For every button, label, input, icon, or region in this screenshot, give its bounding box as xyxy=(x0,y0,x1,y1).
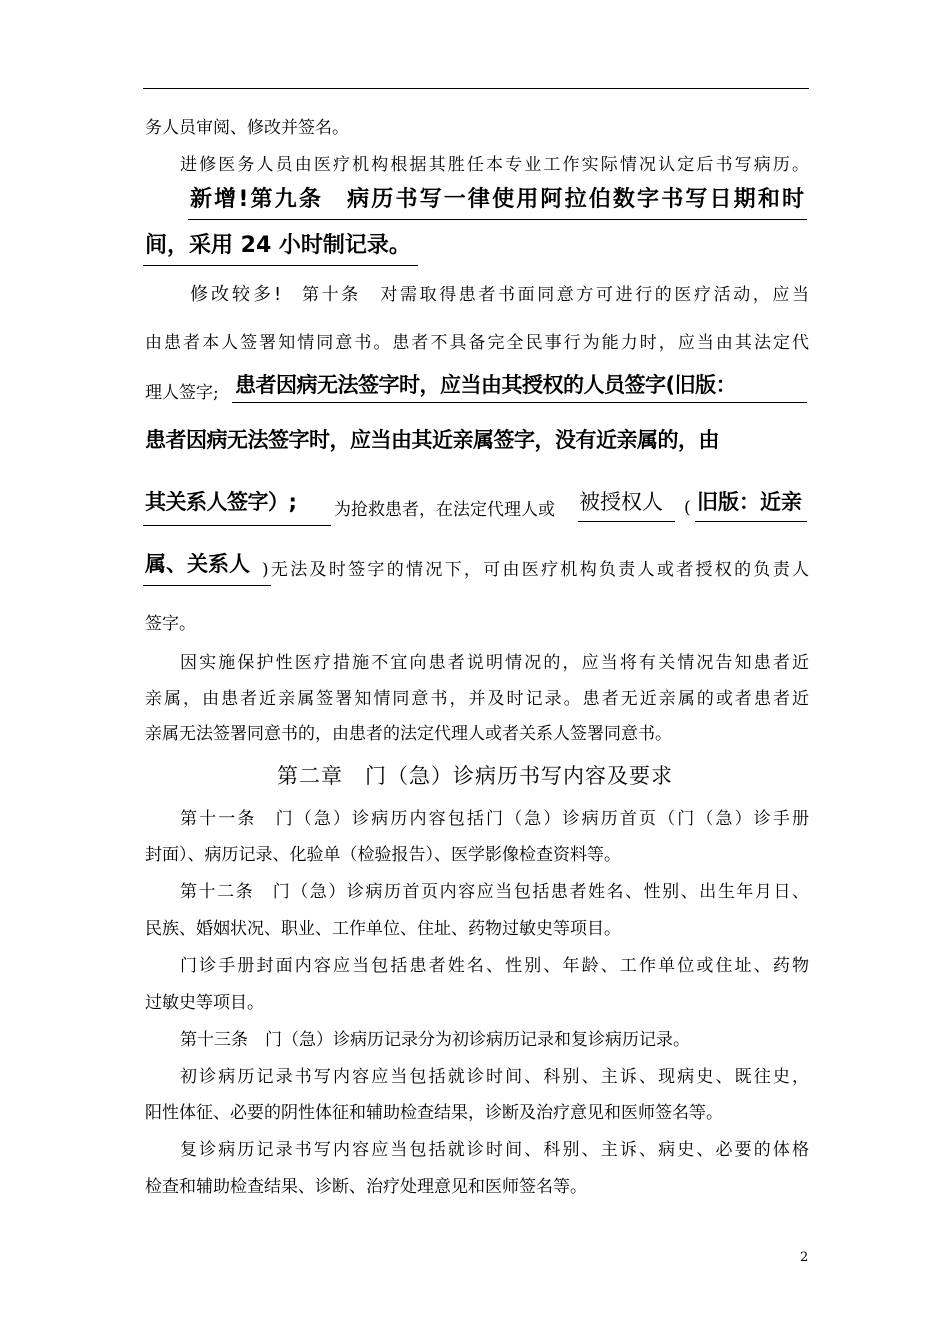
revised-text: 患者因病无法签字时，应当由其授权的人员签字(旧版： xyxy=(235,373,737,397)
chapter-heading: 第二章 门（急）诊病历书写内容及要求 xyxy=(277,764,673,788)
underline xyxy=(188,219,807,220)
handwritten-note: 修改较多! xyxy=(190,284,285,305)
added-article-9-line2: 间，采用 24 小时制记录。 xyxy=(145,233,411,258)
text-fragment: )无法及时签字的情况下，可由医疗机构负责人或者授权的负责人 xyxy=(262,560,809,580)
old-version-text: 旧版：近亲 xyxy=(697,490,802,514)
text-line: 初诊病历记录书写内容应当包括就诊时间、科别、主诉、现病史、既往史， xyxy=(180,1067,809,1087)
text-line: 检查和辅助检查结果、诊断、治疗处理意见和医师签名等。 xyxy=(145,1177,587,1197)
text-line: 签字。 xyxy=(145,614,196,634)
underline xyxy=(143,585,271,586)
article-10-start: 第十条 对需取得患者书面同意方可进行的医疗活动，应当 xyxy=(302,285,809,305)
header-rule xyxy=(143,88,809,89)
text-line: 阳性体征、必要的阴性体征和辅助检查结果，诊断及治疗意见和医师签名等。 xyxy=(145,1103,723,1123)
text-line: 封面）、病历记录、化验单（检验报告）、医学影像检查资料等。 xyxy=(145,845,621,865)
text-line-mixed xyxy=(145,490,809,524)
text-line: 过敏史等项目。 xyxy=(145,993,264,1013)
underline xyxy=(143,525,331,526)
text-line: 民族、婚姻状况、职业、工作单位、住址、药物过敏史等项目。 xyxy=(145,919,621,939)
text-line-mixed xyxy=(145,552,809,586)
old-version-text: 其关系人签字）; xyxy=(145,490,297,514)
underline xyxy=(578,521,675,522)
added-article-9-line1: 新增!第九条 病历书写一律使用阿拉伯数字书写日期和时 xyxy=(190,187,804,212)
underline xyxy=(695,521,807,522)
text-line: 第十二条 门（急）诊病历首页内容应当包括患者姓名、性别、出生年月日、 xyxy=(180,882,809,902)
old-version-text: 属、关系人 xyxy=(145,552,250,576)
text-line: 门诊手册封面内容应当包括患者姓名、性别、年龄、工作单位或住址、药物 xyxy=(180,956,809,976)
old-version-text: 患者因病无法签字时，应当由其近亲属签字，没有近亲属的，由 xyxy=(145,428,719,452)
text-line: 复诊病历记录书写内容应当包括就诊时间、科别、主诉、病史、必要的体格 xyxy=(180,1140,809,1160)
text-fragment: 为抢救患者，在法定代理人或 xyxy=(334,500,555,520)
text-line: 因实施保护性医疗措施不宜向患者说明情况的，应当将有关情况告知患者近 xyxy=(180,653,809,673)
underline xyxy=(143,265,418,266)
text-line: 进修医务人员由医疗机构根据其胜任本专业工作实际情况认定后书写病历。 xyxy=(180,155,809,175)
text-line: 第十一条 门（急）诊病历内容包括门（急）诊病历首页（门（急）诊手册 xyxy=(180,809,809,829)
underline xyxy=(232,402,807,403)
text-line: 由患者本人签署知情同意书。患者不具备完全民事行为能力时，应当由其法定代 xyxy=(145,333,809,353)
text-line: 务人员审阅、修改并签名。 xyxy=(145,118,349,138)
text-line: 亲属，由患者近亲属签署知情同意书，并及时记录。患者无近亲属的或者患者近 xyxy=(145,689,809,709)
text-line: 亲属无法签署同意书的，由患者的法定代理人或者关系人签署同意书。 xyxy=(145,724,672,744)
text-line: 第十三条 门（急）诊病历记录分为初诊病历记录和复诊病历记录。 xyxy=(180,1030,690,1050)
added-article-9 xyxy=(190,185,809,215)
text-fragment: ( xyxy=(684,498,691,518)
text-fragment: 理人签字; xyxy=(145,383,219,403)
revised-term: 被授权人 xyxy=(579,490,663,514)
page-number: 2 xyxy=(800,1250,809,1265)
